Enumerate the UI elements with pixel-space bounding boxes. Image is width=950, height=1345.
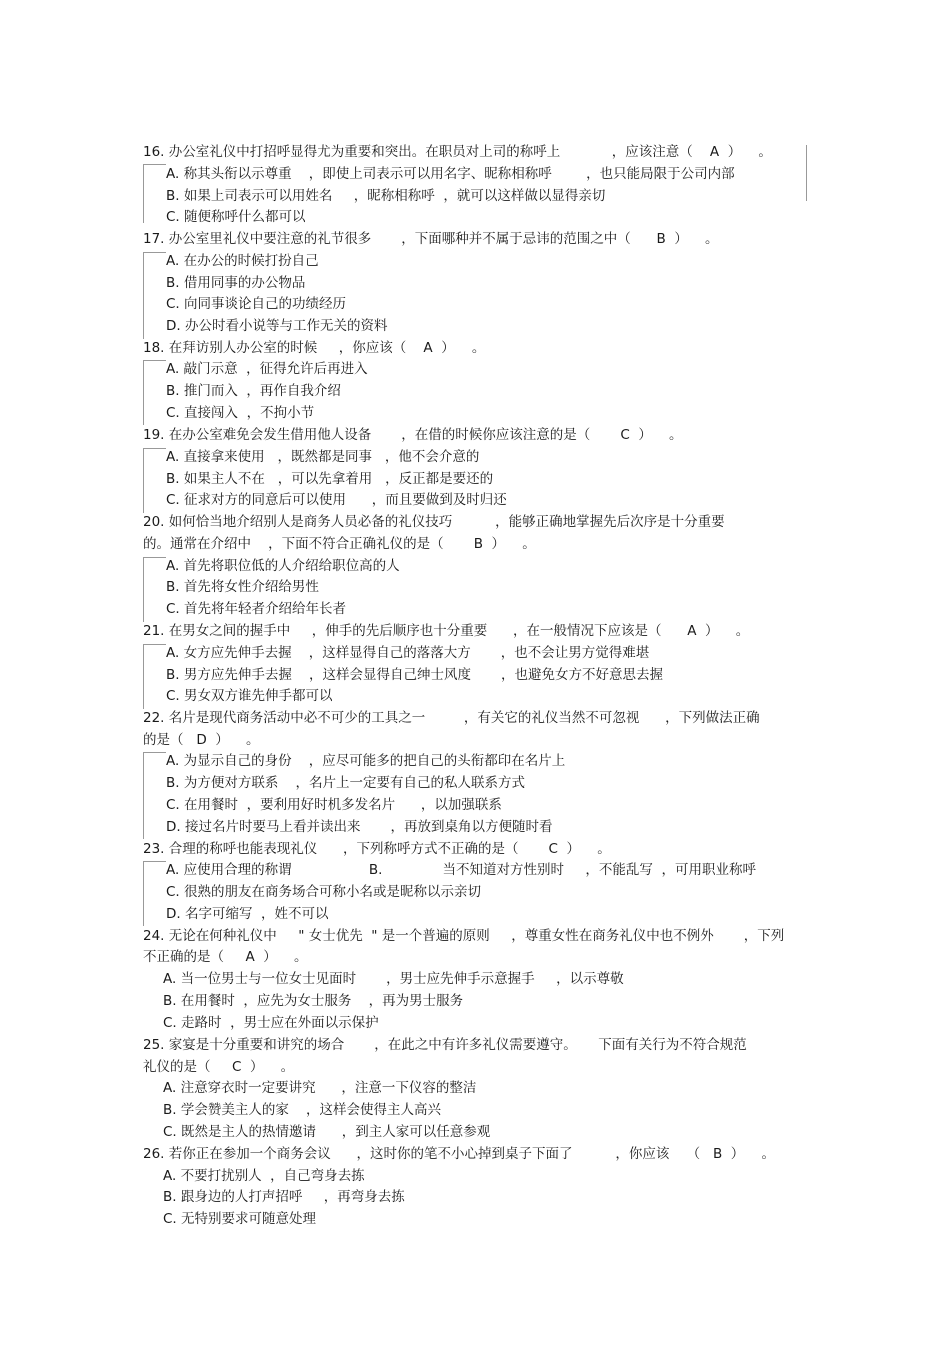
option-d: D. 名字可缩写 ，姓不可以 xyxy=(166,906,329,922)
option-a: A. 称其头衔以示尊重 ，即使上司表示可以用名字、昵称相称呼 ，也只能局限于公司内部 xyxy=(166,166,735,182)
option-d: D. 接过名片时要马上看并读出来 ，再放到桌角以方便随时看 xyxy=(166,819,553,835)
question-text: 16. 办公室礼仪中打招呼显得尤为重要和突出。在职员对上司的称呼上 ，应该注意（ A ） 。 xyxy=(143,144,772,160)
question-text-line-2: 的是（ D ） 。 xyxy=(143,732,260,748)
option-bracket xyxy=(143,360,166,425)
option-b: B. 在用餐时 ，应先为女士服务 ，再为男士服务 xyxy=(163,993,464,1009)
option-c: C. 既然是主人的热情邀请 ，到主人家可以任意参观 xyxy=(163,1124,491,1140)
option-bracket xyxy=(143,644,166,709)
option-c: C. 首先将年轻者介绍给年长者 xyxy=(166,601,347,617)
option-bracket xyxy=(143,861,166,926)
option-b: B. 为方便对方联系 ，名片上一定要有自己的私人联系方式 xyxy=(166,775,526,791)
option-c: C. 走路时 ，男士应在外面以示保护 xyxy=(163,1015,379,1031)
option-a: A. 直接拿来使用 ，既然都是同事 ，他不会介意的 xyxy=(166,449,480,465)
option-c: C. 无特别要求可随意处理 xyxy=(163,1211,317,1227)
question-text: 18. 在拜访别人办公室的时候 ，你应该（ A ） 。 xyxy=(143,340,486,356)
question-text-line-1: 25. 家宴是十分重要和讲究的场合 ，在此之中有许多礼仪需要遵守。 下面有关行为不符合规范 xyxy=(143,1037,747,1053)
question-text-line-1: 22. 名片是现代商务活动中必不可少的工具之一 ，有关它的礼仪当然不可忽视 ，下列做法正确 xyxy=(143,710,760,726)
option-a: A. 不要打扰别人 ，自己弯身去拣 xyxy=(163,1168,365,1184)
option-a: A. 在办公的时候打扮自己 xyxy=(166,253,319,269)
option-a: A. 注意穿衣时一定要讲究 ，注意一下仪容的整洁 xyxy=(163,1080,477,1096)
option-a: A. 敲门示意 ，征得允许后再进入 xyxy=(166,361,368,377)
question-text-line-2: 的。通常在介绍中 ，下面不符合正确礼仪的是（ B ） 。 xyxy=(143,536,536,552)
option-a-b: A. 应使用合理的称谓 B. 当不知道对方性别时 ，不能乱写 ，可用职业称呼 xyxy=(166,862,756,878)
option-c: C. 男女双方谁先伸手都可以 xyxy=(166,688,333,704)
question-text-line-1: 24. 无论在何种礼仪中 " 女士优先 " 是一个普遍的原则 ，尊重女性在商务礼仪中也不例外 ，下列 xyxy=(143,928,785,944)
option-b: B. 学会赞美主人的家 ，这样会使得主人高兴 xyxy=(163,1102,442,1118)
question-text: 19. 在办公室难免会发生借用他人设备 ，在借的时候你应该注意的是（ C ） 。 xyxy=(143,427,683,443)
option-bracket xyxy=(143,164,166,223)
question-text: 17. 办公室里礼仪中要注意的礼节很多 ，下面哪种并不属于忌讳的范围之中（ B ） 。 xyxy=(143,231,719,247)
question-text-line-1: 20. 如何恰当地介绍别人是商务人员必备的礼仪技巧 ，能够正确地掌握先后次序是十分重要 xyxy=(143,514,725,530)
option-c: C. 随便称呼什么都可以 xyxy=(166,209,306,225)
option-d: D. 办公时看小说等与工作无关的资料 xyxy=(166,318,388,334)
option-b: B. 男方应先伸手去握 ，这样会显得自己绅士风度 ，也避免女方不好意思去握 xyxy=(166,667,664,683)
option-bracket xyxy=(143,252,166,339)
option-a: A. 当一位男士与一位女士见面时 ，男士应先伸手示意握手 ，以示尊敬 xyxy=(163,971,624,987)
option-b: B. 如果主人不在 ，可以先拿着用 ，反正都是要还的 xyxy=(166,471,494,487)
option-b: B. 如果上司表示可以用姓名 ，昵称相称呼 ，就可以这样做以显得亲切 xyxy=(166,188,606,204)
option-c: C. 征求对方的同意后可以使用 ，而且要做到及时归还 xyxy=(166,492,507,508)
option-b: B. 借用同事的办公物品 xyxy=(166,275,306,291)
option-a: A. 首先将职位低的人介绍给职位高的人 xyxy=(166,558,400,574)
question-text: 26. 若你正在参加一个商务会议 ，这时你的笔不小心掉到桌子下面了 ，你应该 （ B ） 。 xyxy=(143,1146,775,1162)
option-bracket xyxy=(143,448,166,513)
option-c: C. 向同事谈论自己的功绩经历 xyxy=(166,296,347,312)
option-bracket xyxy=(143,752,166,839)
option-c: C. 在用餐时 ，要利用好时机多发名片 ，以加强联系 xyxy=(166,797,502,813)
option-c: C. 直接闯入 ，不拘小节 xyxy=(166,405,315,421)
question-text: 21. 在男女之间的握手中 ，伸手的先后顺序也十分重要 ，在一般情况下应该是（ A ） 。 xyxy=(143,623,750,639)
margin-rule xyxy=(806,145,807,201)
option-c: C. 很熟的朋友在商务场合可称小名或是昵称以示亲切 xyxy=(166,884,482,900)
option-b: B. 首先将女性介绍给男性 xyxy=(166,579,319,595)
option-b: B. 推门而入 ，再作自我介绍 xyxy=(166,383,341,399)
option-b: B. 跟身边的人打声招呼 ，再弯身去拣 xyxy=(163,1189,405,1205)
question-text-line-2: 不正确的是（ A ） 。 xyxy=(143,949,308,965)
option-a: A. 女方应先伸手去握 ，这样显得自己的落落大方 ，也不会让男方觉得难堪 xyxy=(166,645,650,661)
question-text: 23. 合理的称呼也能表现礼仪 ，下列称呼方式不正确的是（ C ） 。 xyxy=(143,841,611,857)
question-text-line-2: 礼仪的是（ C ） 。 xyxy=(143,1059,295,1075)
option-a: A. 为显示自己的身份 ，应尽可能多的把自己的头衔都印在名片上 xyxy=(166,753,566,769)
option-bracket xyxy=(143,557,166,622)
